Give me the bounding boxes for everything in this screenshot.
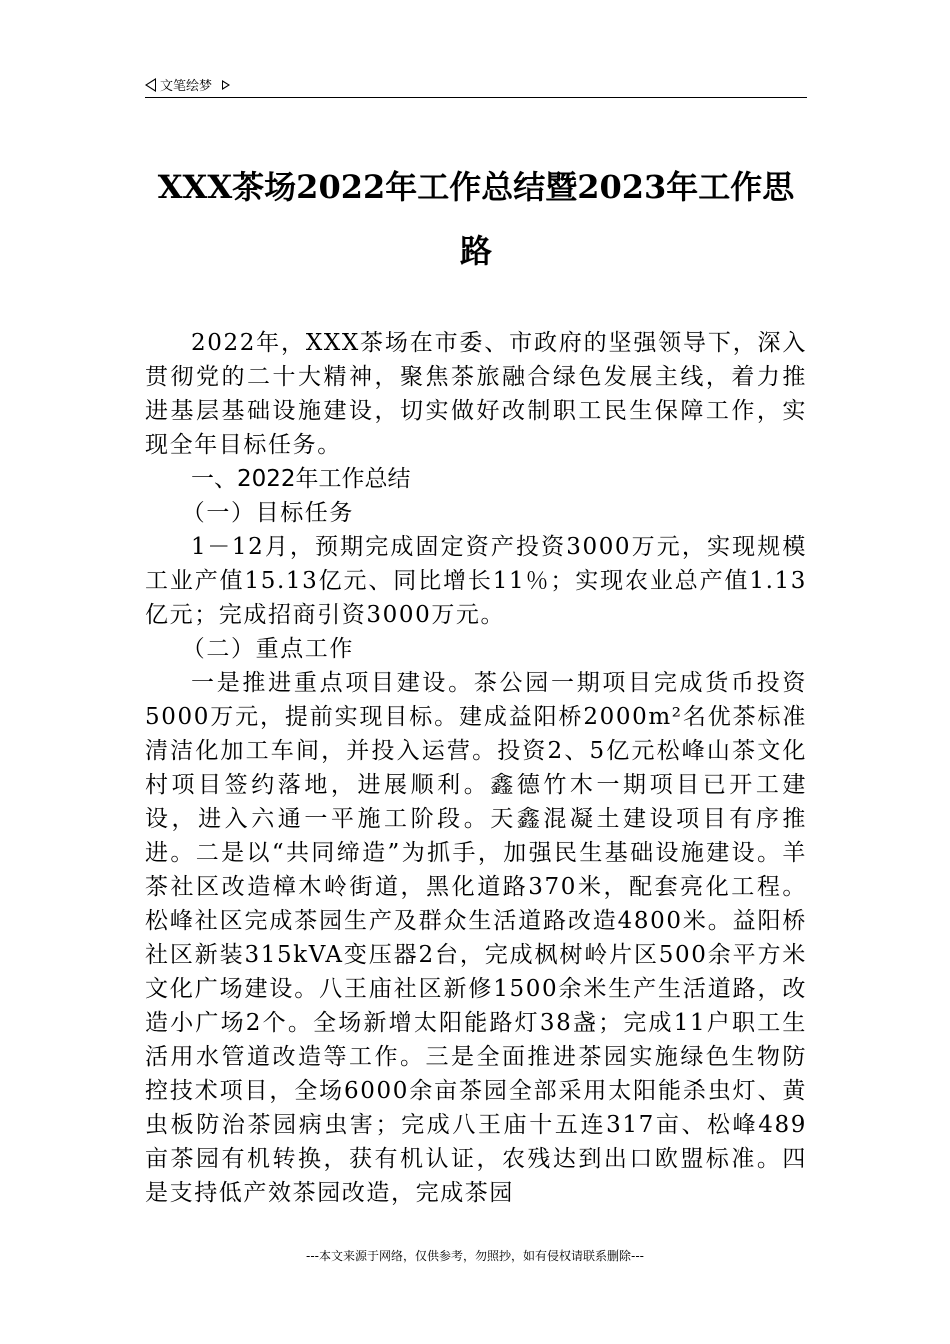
subsection-heading-targets: （一）目标任务 bbox=[181, 500, 354, 526]
triangle-right-icon bbox=[222, 80, 230, 90]
page-header bbox=[145, 73, 807, 98]
key-work-paragraph: 一是推进重点项目建设。茶公园一期项目完成货币投资5000万元，提前实现目标。建成益阳桥2000m²名优茶标准清洁化加工车间，并投入运营。投资2、5亿元松峰山茶文化村项目签约落地，进展顺利。鑫德竹木一期项目已开工建设，进入六通一平施工阶段。天鑫混凝土建设项目有序推进。二是以“共同缔造”为抓手，加强民生基础设施建设。羊茶社区改造樟木岭街道，黑化道路370米，配套亮化工程。松峰社区完成茶园生产及群众生活道路改造4800米。益阳桥社区新装315kVA变压器2台，完成枫树岭片区500余平方米文化广场建设。八王庙社区新修1500余米生产生活道路，改造小广场2个。全场新增太阳能路灯38盏；完成11户职工生活用水管道改造等工作。三是全面推进茶园实施绿色生物防控技术项目，全场6000余亩茶园全部采用太阳能杀虫灯、黄虫板防治茶园病虫害；完成八王庙十五连317亩、松峰489亩茶园有机转换，获有机认证，农残达到出口欧盟标准。四是支持低产效茶园改造，完成茶园 bbox=[145, 670, 807, 1206]
intro-paragraph: 2022年，XXX茶场在市委、市政府的坚强领导下，深入贯彻党的二十大精神，聚焦茶旅融合绿色发展主线，着力推进基层基础设施建设，切实做好改制职工民生保障工作，实现全年目标任务。 bbox=[145, 330, 807, 458]
triangle-left-icon bbox=[145, 78, 156, 92]
page-footer: ---本文来源于网络，仅供参考，勿照抄，如有侵权请联系删除--- bbox=[306, 1249, 644, 1263]
header-brand bbox=[145, 75, 230, 94]
document-body bbox=[145, 326, 807, 1210]
subsection-heading-key-work: （二）重点工作 bbox=[181, 636, 354, 662]
section-heading: 一、2022年工作总结 bbox=[191, 466, 411, 492]
brand-text: 文笔绘梦 bbox=[160, 79, 213, 94]
targets-paragraph: 1－12月，预期完成固定资产投资3000万元，实现规模工业产值15.13亿元、同比增长11％；实现农业总产值1.13亿元；完成招商引资3000万元。 bbox=[145, 534, 807, 628]
document-title: XXX茶场2022年工作总结暨2023年工作思路 bbox=[157, 168, 795, 270]
